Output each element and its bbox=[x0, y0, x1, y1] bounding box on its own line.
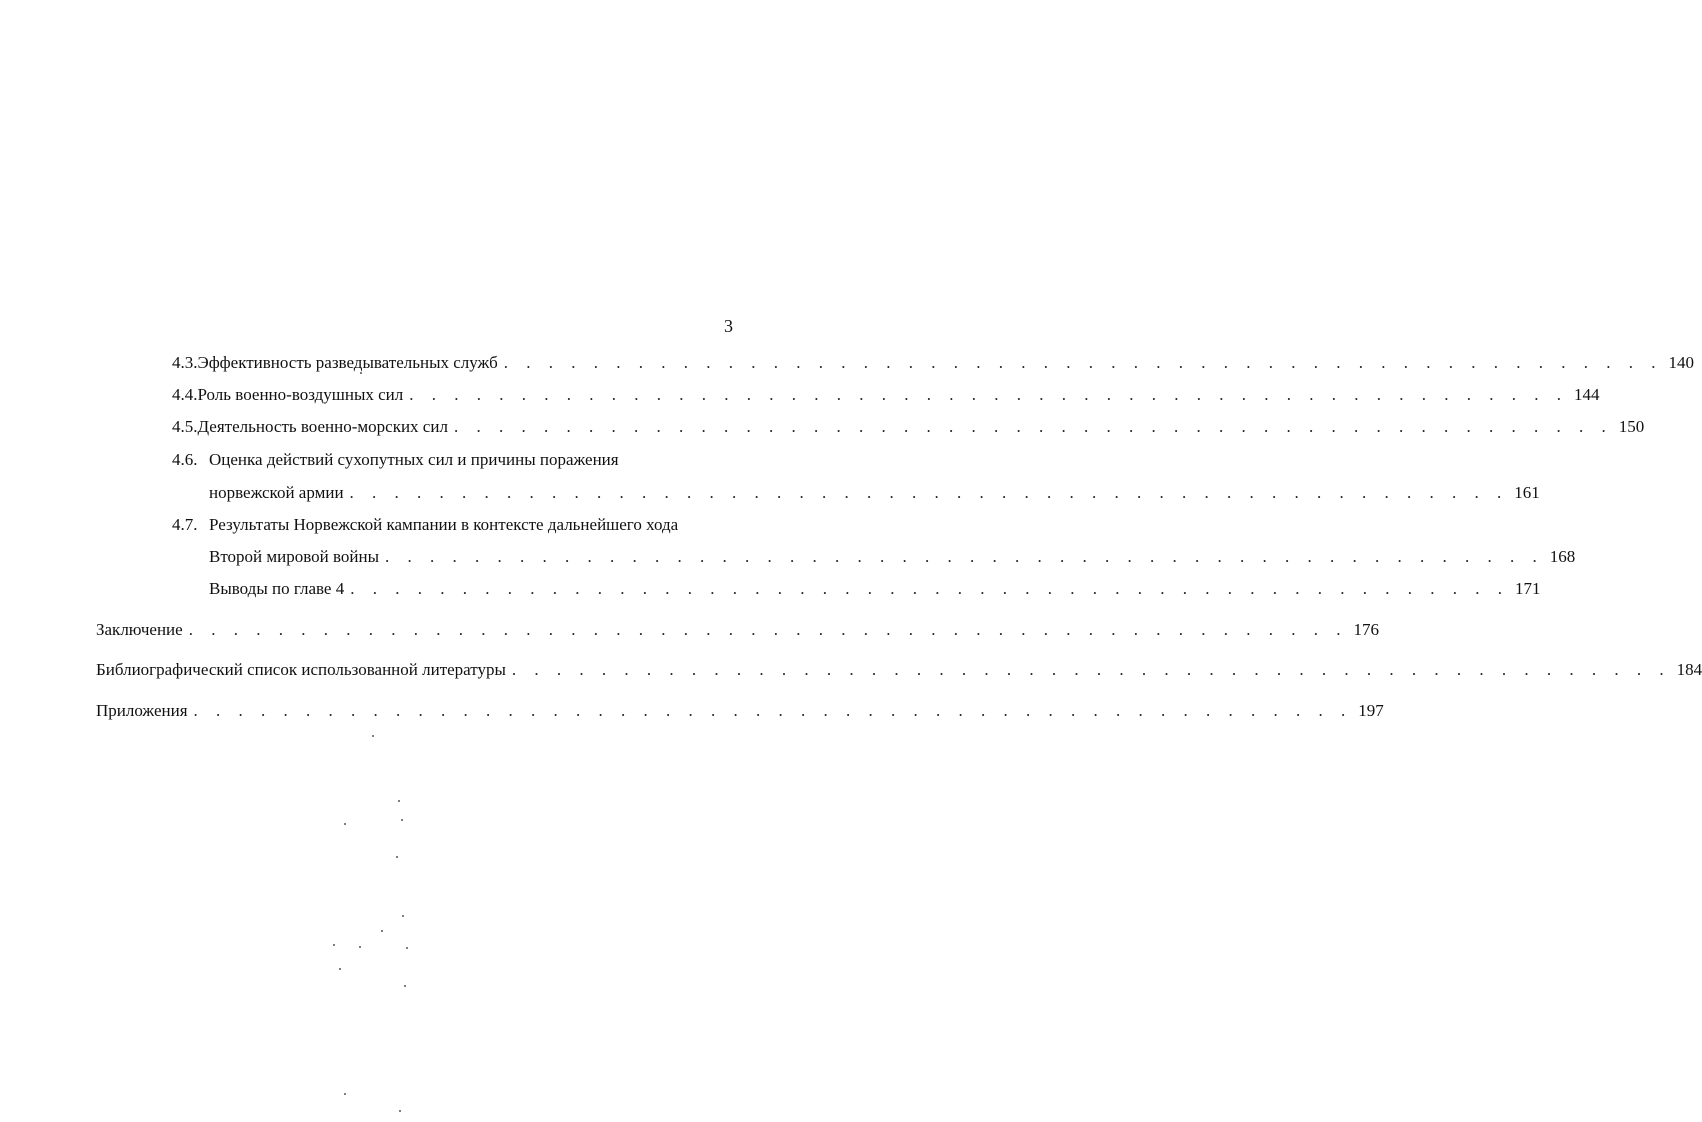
toc-leader-dots: . . . . . . . . . . . . . . . . . . . . . . . . . . . . . . . . . . . . . . . . . . . . . . . . . . . . bbox=[453, 417, 1613, 436]
scan-speck bbox=[344, 823, 346, 825]
toc-entry-appendices bbox=[96, 699, 1384, 723]
toc-entry-4-7 bbox=[172, 513, 733, 537]
toc-page: 144 bbox=[1574, 385, 1600, 404]
page-number: 3 bbox=[724, 316, 733, 336]
toc-page: 171 bbox=[1514, 579, 1541, 598]
toc-page: 176 bbox=[1353, 620, 1379, 639]
toc-entry-4-6 bbox=[172, 448, 733, 472]
toc-title: Библиографический список использованной литературы bbox=[96, 660, 506, 679]
scan-speck bbox=[401, 819, 403, 821]
toc-leader-dots: . . . . . . . . . . . . . . . . . . . . . . . . . . . . . . . . . . . . . . . . . . . . . . . . . . . . bbox=[193, 701, 1353, 720]
toc-number: 4.6. bbox=[172, 450, 198, 469]
toc-page: 161 bbox=[1514, 483, 1540, 502]
scan-speck bbox=[360, 372, 362, 374]
toc-entry-chapter-4-conclusions bbox=[209, 577, 1541, 601]
toc-page: 197 bbox=[1358, 701, 1384, 720]
toc-entry-4-5 bbox=[172, 415, 1645, 439]
toc-page: 184 bbox=[1676, 660, 1702, 679]
toc-leader-dots: . . . . . . . . . . . . . . . . . . . . . . . . . . . . . . . . . . . . . . . . . . . . . . . . . . . . bbox=[385, 547, 1544, 566]
toc-leader-dots: . . . . . . . . . . . . . . . . . . . . . . . . . . . . . . . . . . . . . . . . . . . . . . . . . . . . bbox=[511, 660, 1671, 679]
toc-entry-4-6-continuation bbox=[209, 481, 1540, 505]
toc-leader-dots: . . . . . . . . . . . . . . . . . . . . . . . . . . . . . . . . . . . . . . . . . . . . . . . . . . . . bbox=[409, 385, 1569, 404]
toc-entry-conclusion bbox=[96, 618, 1379, 642]
scan-speck bbox=[399, 1110, 401, 1112]
scan-speck bbox=[344, 1093, 346, 1095]
toc-title: Заключение bbox=[96, 620, 183, 639]
toc-title: Результаты Норвежской кампании в контексте дальнейшего хода bbox=[209, 515, 679, 534]
toc-leader-dots: . . . . . . . . . . . . . . . . . . . . . . . . . . . . . . . . . . . . . . . . . . . . . . . . . . . . bbox=[349, 483, 1509, 502]
toc-title-continuation: норвежской армии bbox=[209, 483, 344, 502]
toc-number: 4.5. bbox=[172, 417, 198, 436]
toc-title: Оценка действий сухопутных сил и причины поражения bbox=[209, 450, 619, 469]
toc-page: 168 bbox=[1549, 547, 1576, 566]
toc-title: Выводы по главе 4 bbox=[209, 579, 345, 598]
toc-entry-4-4 bbox=[172, 383, 1600, 407]
scan-speck bbox=[381, 930, 383, 932]
scan-speck bbox=[406, 947, 408, 949]
toc-leader-dots: . . . . . . . . . . . . . . . . . . . . . . . . . . . . . . . . . . . . . . . . . . . . . . . . . . . . bbox=[188, 620, 1348, 639]
toc-title-continuation: Второй мировой войны bbox=[209, 547, 380, 566]
toc-entry-4-7-continuation bbox=[209, 545, 1576, 569]
toc-number: 4.7. bbox=[172, 515, 198, 534]
toc-title: Эффективность разведывательных служб bbox=[197, 353, 498, 372]
scan-speck bbox=[396, 856, 398, 858]
toc-entry-4-3 bbox=[172, 351, 1694, 375]
toc-leader-dots: . . . . . . . . . . . . . . . . . . . . . . . . . . . . . . . . . . . . . . . . . . . . . . . . . . . . bbox=[503, 353, 1663, 372]
toc-page: 150 bbox=[1618, 417, 1645, 436]
toc-page: 140 bbox=[1668, 353, 1694, 372]
scan-speck bbox=[398, 800, 400, 802]
toc-number: 4.4. bbox=[172, 385, 198, 404]
toc-title: Приложения bbox=[96, 701, 188, 720]
scan-speck bbox=[359, 946, 361, 948]
scan-speck bbox=[372, 735, 374, 737]
toc-leader-dots: . . . . . . . . . . . . . . . . . . . . . . . . . . . . . . . . . . . . . . . . . . . . . . . . . . . . bbox=[350, 579, 1509, 598]
toc-entry-bibliography bbox=[96, 658, 1702, 682]
scan-speck bbox=[404, 985, 406, 987]
scan-speck bbox=[339, 968, 341, 970]
scan-speck bbox=[333, 944, 335, 946]
toc-number: 4.3. bbox=[172, 353, 198, 372]
toc-title: Деятельность военно-морских сил bbox=[197, 417, 448, 436]
scan-speck bbox=[402, 915, 404, 917]
toc-title: Роль военно-воздушных сил bbox=[197, 385, 404, 404]
